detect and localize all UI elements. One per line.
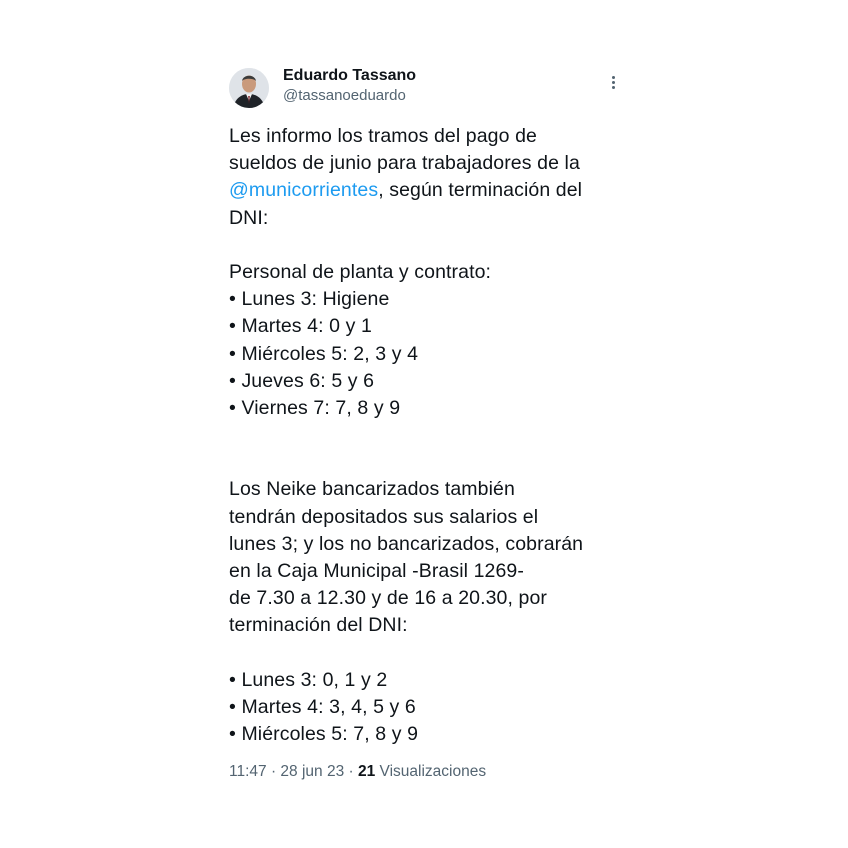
tweet-date[interactable]: 28 jun 23 <box>280 763 345 781</box>
list-item: • Lunes 3: Higiene <box>229 288 390 311</box>
tweet-line: sueldos de junio para trabajadores de la <box>229 152 580 175</box>
blank-line <box>229 640 629 667</box>
tweet-text <box>229 123 629 748</box>
blank-line <box>229 422 629 449</box>
tweet-header <box>229 64 629 114</box>
blank-line <box>229 449 629 476</box>
author-handle[interactable]: @tassanoeduardo <box>283 87 406 104</box>
blank-line <box>229 232 629 259</box>
list-item: • Miércoles 5: 7, 8 y 9 <box>229 723 419 746</box>
list-item: • Jueves 6: 5 y 6 <box>229 369 375 392</box>
tweet-time[interactable]: 11:47 <box>229 763 267 781</box>
tweet-line: tendrán depositados sus salarios el <box>229 505 539 528</box>
tweet-line: Les informo los tramos del pago de <box>229 125 537 147</box>
tweet-line: Los Neike bancarizados también <box>229 478 515 501</box>
more-vertical-icon[interactable] <box>609 76 617 94</box>
tweet-card <box>229 64 629 782</box>
meta-separator: · <box>266 763 281 781</box>
meta-separator: · <box>344 763 358 781</box>
author-names <box>283 66 416 106</box>
tweet-line: terminación del DNI: <box>229 614 408 637</box>
tweet-line: de 7.30 a 12.30 y de 16 a 20.30, por <box>229 587 548 610</box>
author-name[interactable]: Eduardo Tassano <box>283 67 417 84</box>
tweet-line: DNI: <box>229 206 269 229</box>
tweet-line: lunes 3; y los no bancarizados, cobrarán <box>229 532 584 555</box>
author-avatar[interactable] <box>229 68 269 108</box>
list-item: • Martes 4: 3, 4, 5 y 6 <box>229 695 416 718</box>
list-item: • Miércoles 5: 2, 3 y 4 <box>229 342 419 365</box>
person-icon <box>229 68 269 108</box>
mention-link[interactable]: @municorrientes <box>229 179 379 202</box>
views-label: Visualizaciones <box>375 763 487 781</box>
list-item: • Lunes 3: 0, 1 y 2 <box>229 668 388 691</box>
tweet-meta <box>229 762 629 782</box>
list-item: • Viernes 7: 7, 8 y 9 <box>229 396 401 419</box>
list-item: • Martes 4: 0 y 1 <box>229 315 372 338</box>
tweet-line-text: , según terminación del <box>378 179 583 202</box>
tweet-line <box>229 177 629 204</box>
section-title: Personal de planta y contrato: <box>229 260 492 283</box>
views-count: 21 <box>357 763 376 781</box>
tweet-line: en la Caja Municipal -Brasil 1269- <box>229 560 524 582</box>
